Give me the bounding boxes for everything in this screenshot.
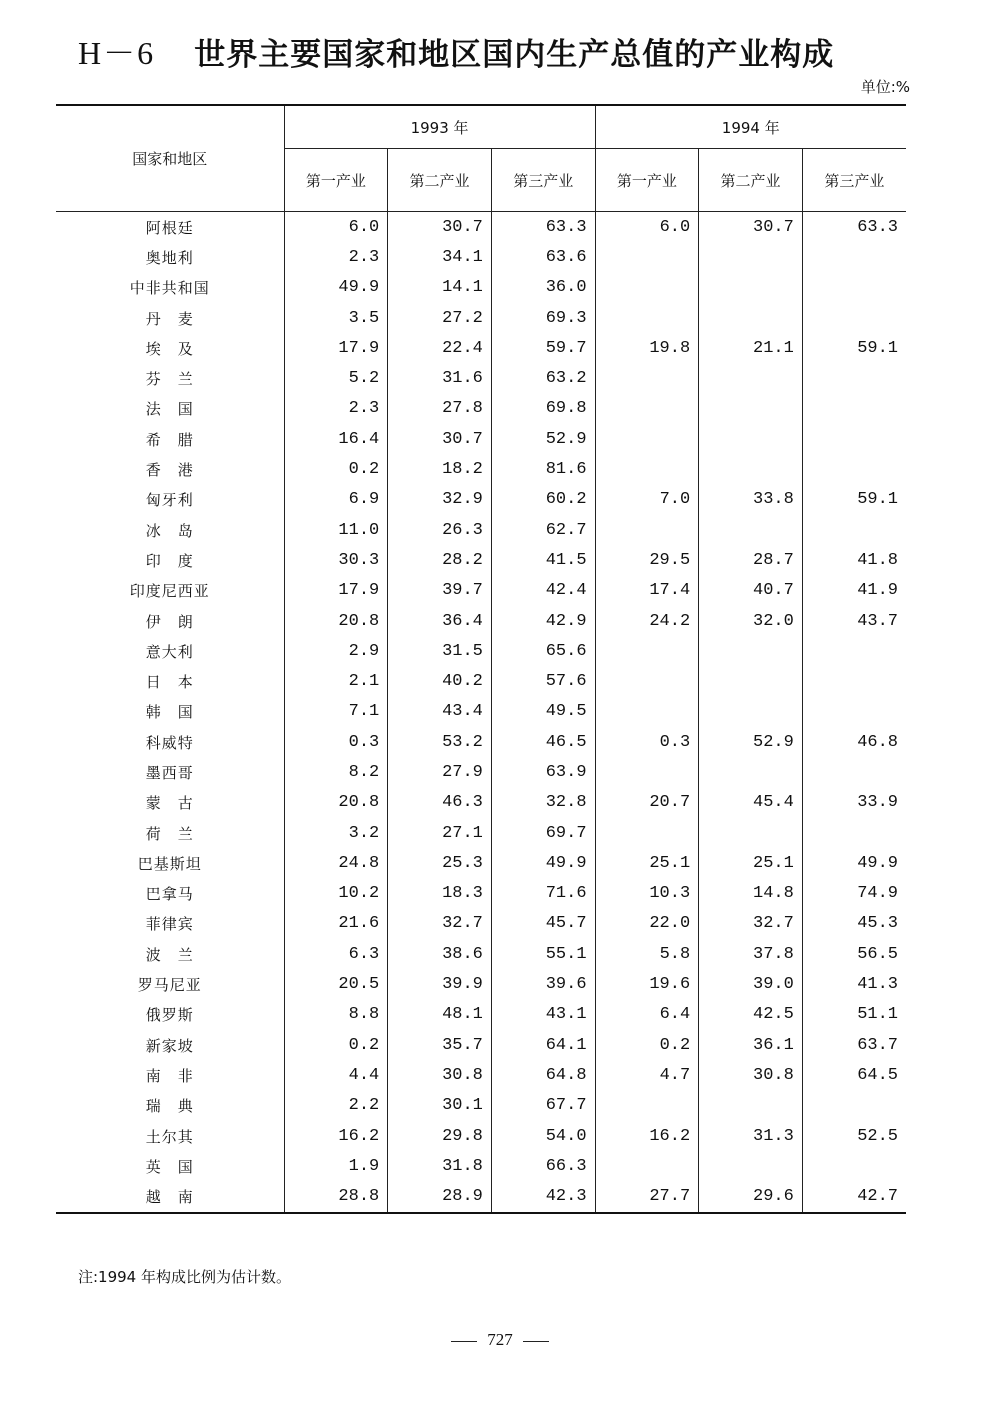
value-cell: [699, 424, 803, 454]
table-row: [56, 1060, 906, 1090]
year-header-1993: 1993 年: [284, 105, 595, 149]
value-cell: [699, 818, 803, 848]
value-cell: [802, 242, 906, 272]
value-cell: 5.8: [595, 939, 699, 969]
value-cell: [595, 666, 699, 696]
value-cell: [802, 636, 906, 666]
country-name: 印 度: [56, 545, 284, 575]
value-cell: [802, 454, 906, 484]
value-cell: 25.1: [699, 848, 803, 878]
value-cell: [699, 394, 803, 424]
country-name: 埃 及: [56, 333, 284, 363]
value-cell: 42.4: [491, 576, 595, 606]
table-row: [56, 1030, 906, 1060]
value-cell: 32.7: [699, 909, 803, 939]
table-row: [56, 273, 906, 303]
value-cell: 55.1: [491, 939, 595, 969]
value-cell: 24.2: [595, 606, 699, 636]
value-cell: 30.7: [388, 424, 492, 454]
value-cell: 64.5: [857, 1065, 898, 1085]
value-cell: 32.0: [699, 606, 803, 636]
value-cell: 41.8: [857, 550, 898, 570]
value-cell: [802, 363, 906, 393]
value-cell: [802, 1091, 906, 1121]
value-cell: 28.9: [388, 1182, 492, 1213]
value-cell: 2.1: [284, 666, 388, 696]
value-cell: 64.8: [491, 1060, 595, 1090]
table-row: [56, 515, 906, 545]
value-cell: 8.2: [284, 757, 388, 787]
value-cell: 63.6: [491, 242, 595, 272]
value-cell: 54.0: [491, 1121, 595, 1151]
value-cell: 59.7: [491, 333, 595, 363]
value-cell: 0.3: [284, 727, 388, 757]
value-cell: 36.4: [388, 606, 492, 636]
value-cell: [595, 1091, 699, 1121]
table-row: [56, 424, 906, 454]
country-name: 芬 兰: [56, 363, 284, 393]
table-row: [56, 848, 906, 878]
value-cell: 38.6: [388, 939, 492, 969]
country-name: 英 国: [56, 1151, 284, 1181]
value-cell: 14.1: [388, 273, 492, 303]
value-cell: 34.1: [388, 242, 492, 272]
value-cell: 2.3: [284, 242, 388, 272]
value-cell: 18.2: [388, 454, 492, 484]
country-name: 科威特: [56, 727, 284, 757]
value-cell: 45.4: [699, 788, 803, 818]
value-cell: 16.4: [284, 424, 388, 454]
value-cell: 42.9: [491, 606, 595, 636]
value-cell: 30.8: [388, 1060, 492, 1090]
value-cell: 8.8: [284, 1000, 388, 1030]
value-cell: 32.9: [388, 485, 492, 515]
value-cell: [802, 515, 906, 545]
value-cell: 21.6: [284, 909, 388, 939]
value-cell: [699, 454, 803, 484]
table-row: [56, 454, 906, 484]
country-name: 瑞 典: [56, 1091, 284, 1121]
value-cell: 40.7: [699, 576, 803, 606]
value-cell: 20.8: [284, 788, 388, 818]
value-cell: 43.4: [388, 697, 492, 727]
sector-header-tertiary-1993: 第三产业: [491, 149, 595, 212]
value-cell: 5.2: [284, 363, 388, 393]
table-row: [56, 1091, 906, 1121]
value-cell: 63.3: [857, 217, 898, 237]
table-row: [56, 697, 906, 727]
country-name: 香 港: [56, 454, 284, 484]
value-cell: 14.8: [699, 879, 803, 909]
value-cell: [802, 757, 906, 787]
value-cell: 64.1: [491, 1030, 595, 1060]
value-cell: 1.9: [284, 1151, 388, 1181]
table-row: [56, 788, 906, 818]
country-name: 日 本: [56, 666, 284, 696]
country-column-header: 国家和地区: [56, 105, 284, 212]
value-cell: [802, 818, 906, 848]
value-cell: 74.9: [857, 884, 898, 904]
value-cell: 31.3: [699, 1121, 803, 1151]
value-cell: 16.2: [284, 1121, 388, 1151]
value-cell: 36.0: [491, 273, 595, 303]
table-row: [56, 1000, 906, 1030]
table-row: [56, 757, 906, 787]
table-row: [56, 818, 906, 848]
country-name: 蒙 古: [56, 788, 284, 818]
value-cell: 53.2: [388, 727, 492, 757]
value-cell: 42.3: [491, 1182, 595, 1213]
value-cell: 41.3: [857, 975, 898, 995]
value-cell: 30.3: [284, 545, 388, 575]
value-cell: 30.8: [699, 1060, 803, 1090]
country-name: 巴拿马: [56, 879, 284, 909]
value-cell: 57.6: [491, 666, 595, 696]
value-cell: 22.4: [388, 333, 492, 363]
sector-header-primary-1993: 第一产业: [284, 149, 388, 212]
value-cell: [802, 303, 906, 333]
value-cell: 71.6: [491, 879, 595, 909]
country-name: 南 非: [56, 1060, 284, 1090]
value-cell: 29.6: [699, 1182, 803, 1213]
value-cell: 45.3: [857, 914, 898, 934]
table-row: [56, 545, 906, 575]
value-cell: 19.8: [595, 333, 699, 363]
value-cell: 36.1: [699, 1030, 803, 1060]
value-cell: 39.6: [491, 969, 595, 999]
country-name: 荷 兰: [56, 818, 284, 848]
value-cell: 63.3: [491, 212, 595, 243]
table-row: [56, 485, 906, 515]
value-cell: 56.5: [857, 944, 898, 964]
table-row: [56, 333, 906, 363]
table-row: [56, 212, 906, 243]
value-cell: 31.8: [388, 1151, 492, 1181]
country-name: 奥地利: [56, 242, 284, 272]
country-name: 中非共和国: [56, 273, 284, 303]
value-cell: 3.2: [284, 818, 388, 848]
value-cell: [699, 666, 803, 696]
value-cell: 49.5: [491, 697, 595, 727]
value-cell: 69.7: [491, 818, 595, 848]
country-name: 菲律宾: [56, 909, 284, 939]
value-cell: 33.8: [699, 485, 803, 515]
page-number-line: [0, 1330, 1000, 1350]
value-cell: [699, 697, 803, 727]
value-cell: 27.8: [388, 394, 492, 424]
value-cell: 42.7: [802, 1182, 906, 1213]
value-cell: [595, 1151, 699, 1181]
value-cell: 39.7: [388, 576, 492, 606]
value-cell: 20.5: [284, 969, 388, 999]
table-body: [56, 212, 906, 1213]
value-cell: [699, 273, 803, 303]
value-cell: [595, 636, 699, 666]
country-name: 印度尼西亚: [56, 576, 284, 606]
value-cell: 28.8: [284, 1182, 388, 1213]
value-cell: [699, 515, 803, 545]
value-cell: 46.8: [857, 732, 898, 752]
table-row: [56, 727, 906, 757]
value-cell: 0.3: [595, 727, 699, 757]
sector-header-primary-1994: 第一产业: [595, 149, 699, 212]
value-cell: 7.0: [595, 485, 699, 515]
value-cell: 22.0: [595, 909, 699, 939]
table-code: H－6: [78, 35, 156, 71]
value-cell: [699, 636, 803, 666]
value-cell: 49.9: [284, 273, 388, 303]
value-cell: 4.4: [284, 1060, 388, 1090]
value-cell: 31.6: [388, 363, 492, 393]
value-cell: 37.8: [699, 939, 803, 969]
value-cell: 10.2: [284, 879, 388, 909]
value-cell: [595, 757, 699, 787]
country-name: 罗马尼亚: [56, 969, 284, 999]
value-cell: [802, 273, 906, 303]
value-cell: 32.8: [491, 788, 595, 818]
value-cell: [595, 454, 699, 484]
country-name: 希 腊: [56, 424, 284, 454]
value-cell: [802, 697, 906, 727]
value-cell: [699, 1151, 803, 1181]
value-cell: [595, 424, 699, 454]
country-name: 伊 朗: [56, 606, 284, 636]
value-cell: 24.8: [284, 848, 388, 878]
value-cell: 30.7: [388, 212, 492, 243]
value-cell: [699, 757, 803, 787]
country-name: 土尔其: [56, 1121, 284, 1151]
value-cell: [802, 1151, 906, 1181]
value-cell: 0.2: [595, 1030, 699, 1060]
table-row: [56, 969, 906, 999]
value-cell: 52.9: [699, 727, 803, 757]
gdp-structure-table: [56, 104, 906, 1214]
value-cell: [595, 273, 699, 303]
value-cell: [699, 363, 803, 393]
table-row: [56, 242, 906, 272]
value-cell: 39.0: [699, 969, 803, 999]
value-cell: 11.0: [284, 515, 388, 545]
value-cell: 30.1: [388, 1091, 492, 1121]
value-cell: 52.5: [857, 1126, 898, 1146]
country-name: 墨西哥: [56, 757, 284, 787]
value-cell: [595, 363, 699, 393]
value-cell: 48.1: [388, 1000, 492, 1030]
value-cell: 28.2: [388, 545, 492, 575]
value-cell: [595, 697, 699, 727]
value-cell: 6.0: [284, 212, 388, 243]
value-cell: 35.7: [388, 1030, 492, 1060]
value-cell: 51.1: [857, 1005, 898, 1025]
value-cell: 67.7: [491, 1091, 595, 1121]
dash-decoration: [523, 1341, 549, 1342]
footnote: 注:1994 年构成比例为估计数。: [78, 1268, 291, 1286]
value-cell: [595, 303, 699, 333]
sector-header-tertiary-1994: 第三产业: [802, 149, 906, 212]
sector-header-secondary-1994: 第二产业: [699, 149, 803, 212]
value-cell: 6.9: [284, 485, 388, 515]
value-cell: [802, 394, 906, 424]
value-cell: 4.7: [595, 1060, 699, 1090]
value-cell: 17.4: [595, 576, 699, 606]
value-cell: 27.2: [388, 303, 492, 333]
value-cell: 0.2: [284, 454, 388, 484]
value-cell: 17.9: [284, 576, 388, 606]
year-header-1994: 1994 年: [595, 105, 906, 149]
table-row: [56, 1151, 906, 1181]
value-cell: 28.7: [699, 545, 803, 575]
table-title: 世界主要国家和地区国内生产总值的产业构成: [194, 36, 835, 73]
value-cell: [699, 303, 803, 333]
value-cell: 19.6: [595, 969, 699, 999]
value-cell: 25.3: [388, 848, 492, 878]
table-row: [56, 576, 906, 606]
table-row: [56, 303, 906, 333]
table-row: [56, 636, 906, 666]
country-name: 丹 麦: [56, 303, 284, 333]
country-name: 越 南: [56, 1182, 284, 1213]
value-cell: 21.1: [699, 333, 803, 363]
value-cell: 18.3: [388, 879, 492, 909]
country-name: 巴基斯坦: [56, 848, 284, 878]
value-cell: 17.9: [284, 333, 388, 363]
table-row: [56, 394, 906, 424]
value-cell: 30.7: [699, 212, 803, 243]
value-cell: 29.5: [595, 545, 699, 575]
country-name: 意大利: [56, 636, 284, 666]
value-cell: 59.1: [857, 338, 898, 358]
value-cell: 6.3: [284, 939, 388, 969]
value-cell: 52.9: [491, 424, 595, 454]
value-cell: 2.2: [284, 1091, 388, 1121]
value-cell: 27.7: [595, 1182, 699, 1213]
value-cell: 40.2: [388, 666, 492, 696]
table-row: [56, 1182, 906, 1213]
value-cell: 6.0: [595, 212, 699, 243]
table-row: [56, 879, 906, 909]
value-cell: 27.1: [388, 818, 492, 848]
country-name: 匈牙利: [56, 485, 284, 515]
value-cell: 46.3: [388, 788, 492, 818]
value-cell: 7.1: [284, 697, 388, 727]
page-title: [78, 28, 834, 72]
table-row: [56, 939, 906, 969]
value-cell: 2.9: [284, 636, 388, 666]
table-row: [56, 666, 906, 696]
value-cell: 46.5: [491, 727, 595, 757]
value-cell: [595, 242, 699, 272]
country-name: 俄罗斯: [56, 1000, 284, 1030]
dash-decoration: [451, 1341, 477, 1342]
value-cell: 0.2: [284, 1030, 388, 1060]
value-cell: 69.8: [491, 394, 595, 424]
value-cell: 60.2: [491, 485, 595, 515]
sector-header-secondary-1993: 第二产业: [388, 149, 492, 212]
value-cell: 41.5: [491, 545, 595, 575]
value-cell: 65.6: [491, 636, 595, 666]
table-row: [56, 1121, 906, 1151]
value-cell: 31.5: [388, 636, 492, 666]
country-name: 法 国: [56, 394, 284, 424]
value-cell: [802, 424, 906, 454]
value-cell: 16.2: [595, 1121, 699, 1151]
value-cell: 2.3: [284, 394, 388, 424]
unit-label: 单位:%: [860, 78, 910, 96]
value-cell: 81.6: [491, 454, 595, 484]
country-name: 新家坡: [56, 1030, 284, 1060]
value-cell: 33.9: [857, 793, 898, 813]
value-cell: 29.8: [388, 1121, 492, 1151]
value-cell: 62.7: [491, 515, 595, 545]
country-name: 阿根廷: [56, 212, 284, 243]
value-cell: 26.3: [388, 515, 492, 545]
value-cell: 10.3: [595, 879, 699, 909]
value-cell: [595, 515, 699, 545]
value-cell: [699, 1091, 803, 1121]
value-cell: [802, 666, 906, 696]
value-cell: 27.9: [388, 757, 492, 787]
value-cell: [595, 394, 699, 424]
value-cell: 63.7: [857, 1035, 898, 1055]
value-cell: 63.2: [491, 363, 595, 393]
value-cell: 32.7: [388, 909, 492, 939]
value-cell: 42.5: [699, 1000, 803, 1030]
country-name: 波 兰: [56, 939, 284, 969]
value-cell: 39.9: [388, 969, 492, 999]
value-cell: 49.9: [491, 848, 595, 878]
value-cell: [595, 818, 699, 848]
country-name: 冰 岛: [56, 515, 284, 545]
table-row: [56, 606, 906, 636]
value-cell: 69.3: [491, 303, 595, 333]
value-cell: 41.9: [857, 581, 898, 601]
country-name: 韩 国: [56, 697, 284, 727]
value-cell: 20.8: [284, 606, 388, 636]
value-cell: 43.7: [857, 611, 898, 631]
page-number: 727: [487, 1330, 513, 1349]
value-cell: 49.9: [857, 853, 898, 873]
value-cell: 45.7: [491, 909, 595, 939]
table-row: [56, 363, 906, 393]
value-cell: 63.9: [491, 757, 595, 787]
value-cell: 25.1: [595, 848, 699, 878]
value-cell: 3.5: [284, 303, 388, 333]
value-cell: [699, 242, 803, 272]
value-cell: 20.7: [595, 788, 699, 818]
value-cell: 66.3: [491, 1151, 595, 1181]
table-row: [56, 909, 906, 939]
value-cell: 59.1: [857, 490, 898, 510]
value-cell: 6.4: [595, 1000, 699, 1030]
value-cell: 43.1: [491, 1000, 595, 1030]
